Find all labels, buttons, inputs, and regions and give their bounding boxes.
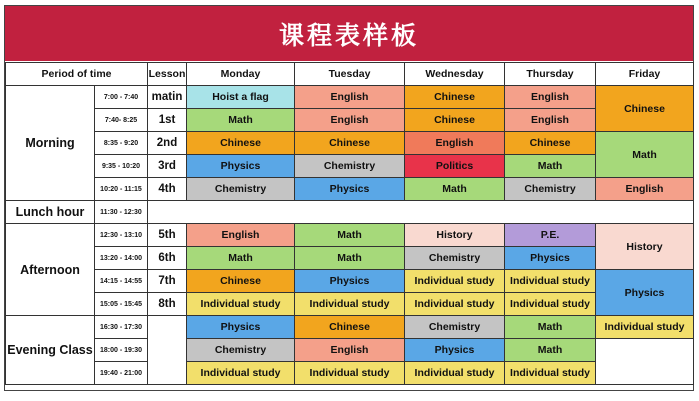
subject-cell: Math [505,339,596,362]
time-slot: 13:20 - 14:00 [95,247,148,270]
subject-cell: Physics [187,316,295,339]
table-row [6,316,694,339]
subject-cell: English [295,109,405,132]
period-afternoon: Afternoon [6,224,95,316]
subject-cell: Chinese [505,132,596,155]
time-slot: 7:40- 8:25 [95,109,148,132]
table-row [6,339,694,362]
period-morning: Morning [6,86,95,201]
subject-cell: English [295,339,405,362]
subject-cell: Individual study [295,293,405,316]
subject-cell: Math [505,316,596,339]
subject-cell: Individual study [405,362,505,385]
header-lesson: Lesson [148,63,187,86]
table-row [6,362,694,385]
time-slot: 14:15 - 14:55 [95,270,148,293]
subject-cell: Chemistry [295,155,405,178]
header-friday: Friday [596,63,694,86]
header-wednesday: Wednesday [405,63,505,86]
time-slot: 16:30 - 17:30 [95,316,148,339]
header-tuesday: Tuesday [295,63,405,86]
time-slot: 18:00 - 19:30 [95,339,148,362]
subject-cell: Chemistry [187,178,295,201]
lesson-number: 2nd [148,132,187,155]
subject-cell: Politics [405,155,505,178]
table-row [6,109,694,132]
subject-cell: Individual study [187,362,295,385]
table-row [6,270,694,293]
subject-cell: Physics [596,270,694,316]
time-slot: 8:35 - 9:20 [95,132,148,155]
lesson-number: 8th [148,293,187,316]
subject-cell: Math [505,155,596,178]
timetable [5,62,694,385]
subject-cell: Individual study [405,270,505,293]
subject-cell: Individual study [505,270,596,293]
header-monday: Monday [187,63,295,86]
subject-cell: Math [295,247,405,270]
subject-cell: Chemistry [405,316,505,339]
table-row [6,293,694,316]
subject-cell: Chinese [405,109,505,132]
subject-cell: Math [187,109,295,132]
period-evening: Evening Class [6,316,95,385]
subject-cell: Math [405,178,505,201]
subject-cell: Physics [295,178,405,201]
subject-cell: English [596,178,694,201]
page-title: 课程表样板 [278,20,419,50]
lesson-empty [148,316,187,385]
subject-cell: Hoist a flag [187,86,295,109]
period-lunch: Lunch hour [6,201,95,224]
timetable-frame [4,5,694,391]
time-slot: 11:30 - 12:30 [95,201,148,224]
subject-cell: English [295,86,405,109]
table-row [6,155,694,178]
subject-cell: Physics [187,155,295,178]
subject-cell: Math [596,132,694,178]
time-slot: 7:00 - 7:40 [95,86,148,109]
subject-cell: History [596,224,694,270]
table-row [6,86,694,109]
subject-cell: Physics [405,339,505,362]
subject-cell: English [505,86,596,109]
title-bar [5,6,693,61]
table-row [6,132,694,155]
time-slot: 15:05 - 15:45 [95,293,148,316]
subject-cell: Individual study [405,293,505,316]
time-slot: 12:30 - 13:10 [95,224,148,247]
subject-cell: Chinese [295,132,405,155]
subject-cell: Physics [505,247,596,270]
header-row [6,63,694,86]
subject-cell: English [505,109,596,132]
subject-cell: Chinese [596,86,694,132]
subject-cell: English [187,224,295,247]
subject-cell: Individual study [187,293,295,316]
subject-cell: Individual study [505,362,596,385]
subject-cell: Individual study [505,293,596,316]
lesson-number: matin [148,86,187,109]
lesson-number: 6th [148,247,187,270]
lunch-empty [148,201,694,224]
subject-cell: Chemistry [405,247,505,270]
subject-cell: History [405,224,505,247]
friday-empty [596,339,694,385]
lesson-number: 5th [148,224,187,247]
table-row [6,178,694,201]
subject-cell: English [405,132,505,155]
lesson-number: 1st [148,109,187,132]
lesson-number: 7th [148,270,187,293]
time-slot: 10:20 - 11:15 [95,178,148,201]
lesson-number: 3rd [148,155,187,178]
subject-cell: Individual study [596,316,694,339]
subject-cell: Individual study [295,362,405,385]
subject-cell: Math [187,247,295,270]
subject-cell: Chinese [295,316,405,339]
table-row [6,224,694,247]
subject-cell: Chinese [405,86,505,109]
lesson-number: 4th [148,178,187,201]
subject-cell: Chinese [187,132,295,155]
subject-cell: Chemistry [505,178,596,201]
header-thursday: Thursday [505,63,596,86]
subject-cell: P.E. [505,224,596,247]
header-period: Period of time [6,63,148,86]
subject-cell: Chemistry [187,339,295,362]
time-slot: 9:35 - 10:20 [95,155,148,178]
subject-cell: Chinese [187,270,295,293]
table-row [6,247,694,270]
subject-cell: Math [295,224,405,247]
table-row [6,201,694,224]
time-slot: 19:40 - 21:00 [95,362,148,385]
subject-cell: Physics [295,270,405,293]
